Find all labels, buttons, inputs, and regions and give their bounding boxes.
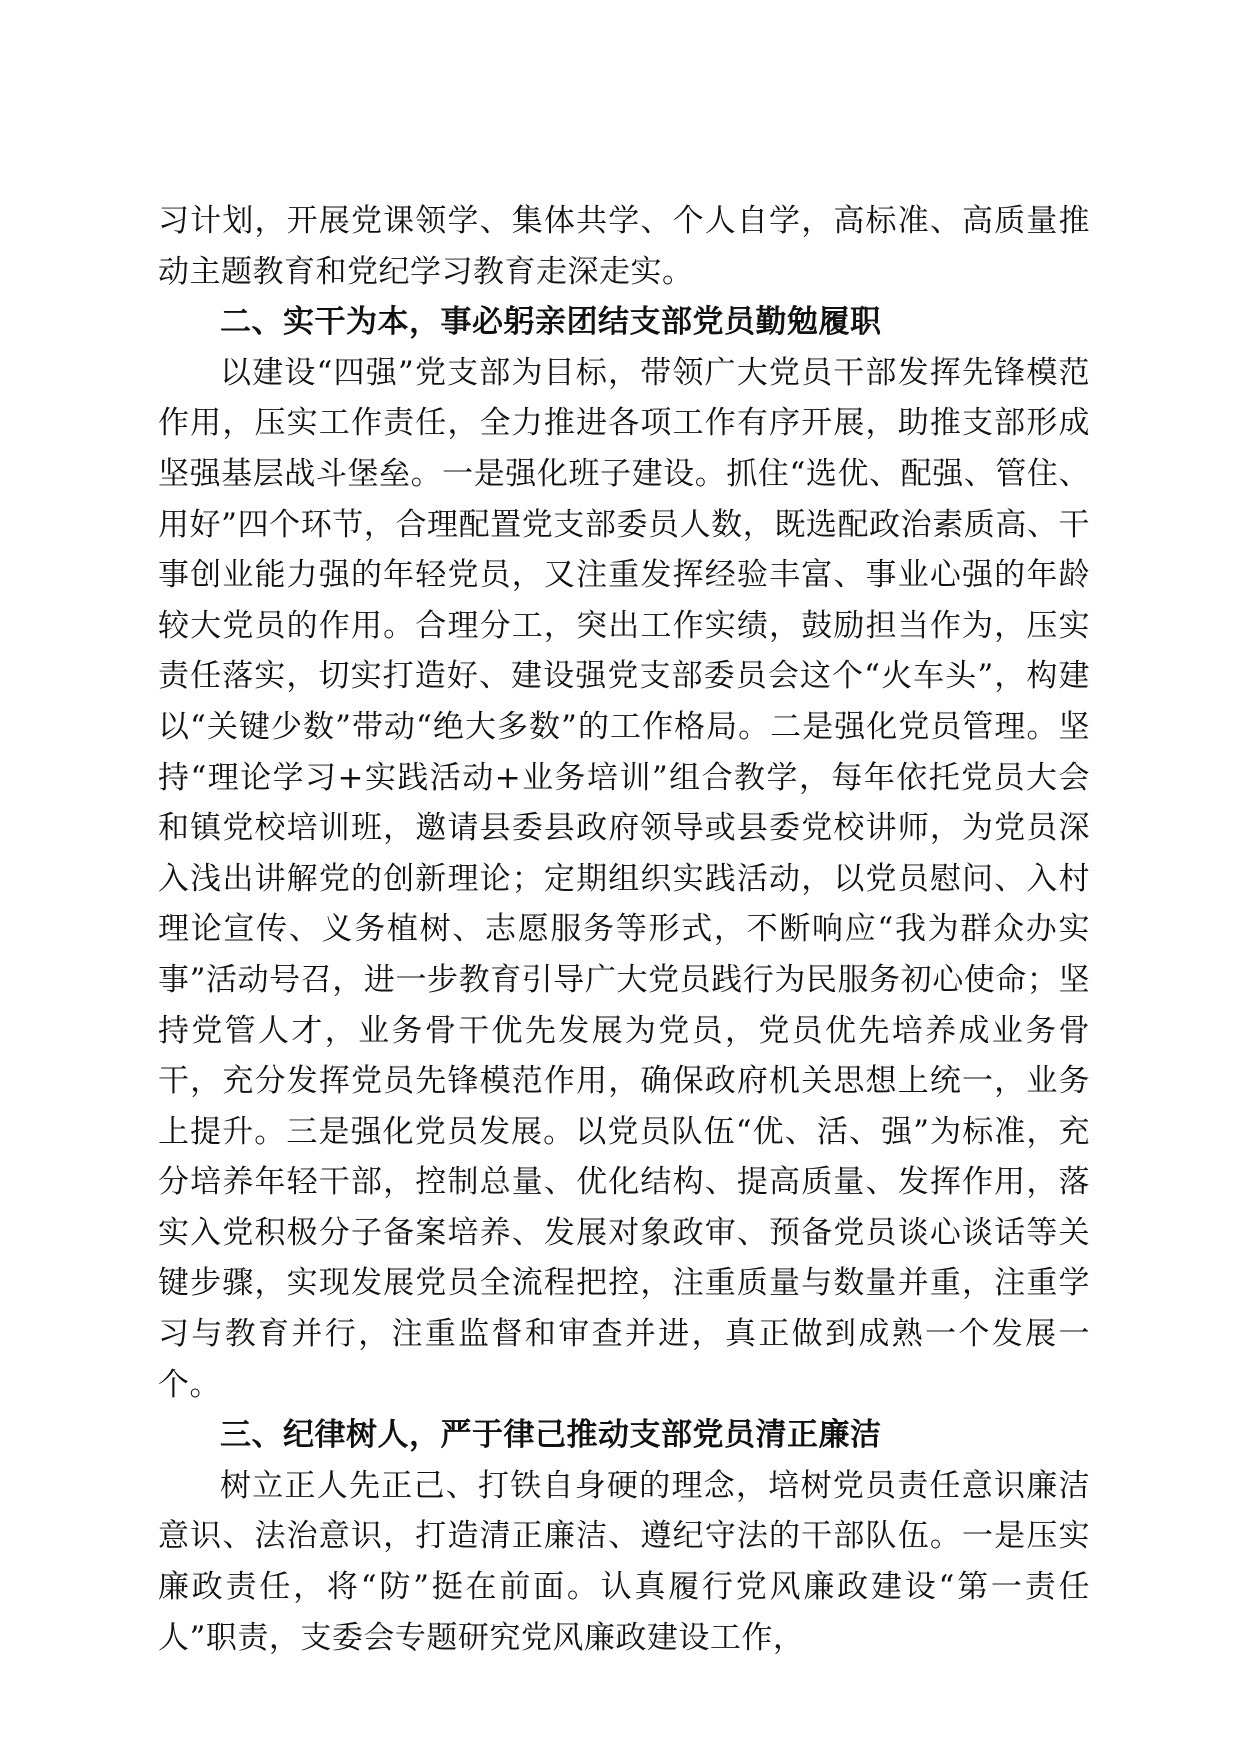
body-paragraph-section-3: 树立正人先正己、打铁自身硬的理念，培树党员责任意识廉洁意识、法治意识，打造清正廉洁、遵纪守法的干部队伍。一是压实廉政责任，将“防”挺在前面。认真履行党风廉政建设“第一责任人”职责，支委会专题研究党风廉政建设工作，: [158, 1467, 1090, 1656]
body-paragraph-section-2: 以建设“四强”党支部为目标，带领广大党员干部发挥先锋模范作用，压实工作责任，全力推进各项工作有序开展，助推支部形成坚强基层战斗堡垒。一是强化班子建设。抓住“选优、配强、管住、用好”四个环节，合理配置党支部委员人数，既选配政治素质高、干事创业能力强的年轻党员，又注重发挥经验丰富、事业心强的年龄较大党员的作用。合理分工，突出工作实绩，鼓励担当作为，压实责任落实，切实打造好、建设强党支部委员会这个“火车头”，构建以“关键少数”带动“绝大多数”的工作格局。二是强化党员管理。坚持“理论学习+实践活动+业务培训”组合教学，每年依托党员大会和镇党校培训班，邀请县委县政府领导或县委党校讲师，为党员深入浅出讲解党的创新理论；定期组织实践活动，以党员慰问、入村理论宣传、义务植树、志愿服务等形式，不断响应“我为群众办实事”活动号召，进一步教育引导广大党员践行为民服务初心使命；坚持党管人才，业务骨干优先发展为党员，党员优先培养成业务骨干，充分发挥党员先锋模范作用，确保政府机关思想上统一，业务上提升。三是强化党员发展。以党员队伍“优、活、强”为标准，充分培养年轻干部，控制总量、优化结构、提高质量、发挥作用，落实入党积极分子备案培养、发展对象政审、预备党员谈心谈话等关键步骤，实现发展党员全流程把控，注重质量与数量并重，注重学习与教育并行，注重监督和审查并进，真正做到成熟一个发展一个。: [158, 354, 1090, 1403]
document-body: [158, 196, 1090, 1663]
section-heading-3: 三、纪律树人，严于律己推动支部党员清正廉洁: [220, 1417, 882, 1454]
body-paragraph-continued: 习计划，开展党课领学、集体共学、个人自学，高标准、高质量推动主题教育和党纪学习教育走深走实。: [158, 203, 1090, 290]
section-heading-2: 二、实干为本，事必躬亲团结支部党员勤勉履职: [220, 304, 882, 341]
